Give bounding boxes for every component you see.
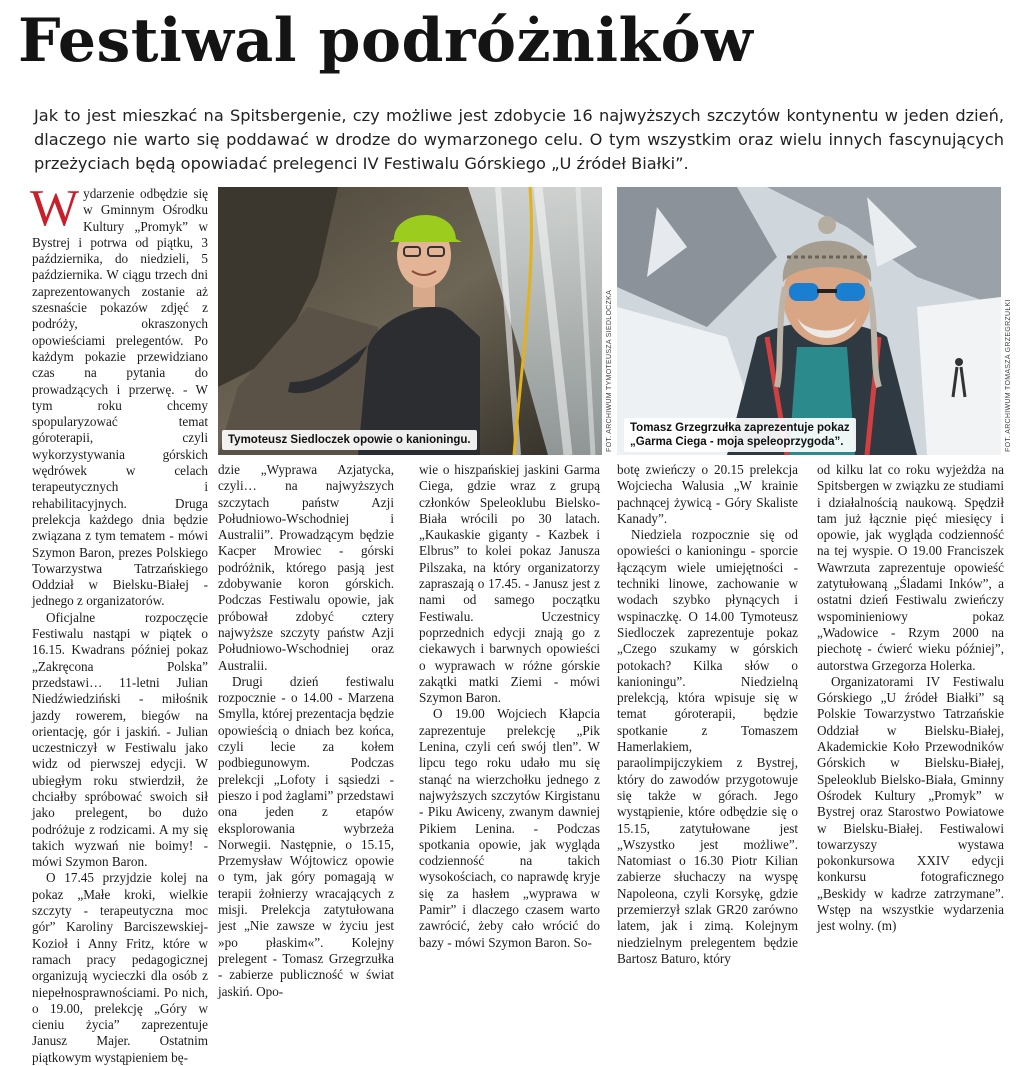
article-column-5 [817,462,1004,935]
headline: Festiwal podróżników [18,6,754,76]
photo-caption-right [624,418,856,452]
article-paragraph: Organizatorami IV Festiwalu Górskiego „U źródeł Białki” są Polskie Towarzystwo Tatrzańskie Oddział w Bielsku-Białej, Akademickie Koło Przewodników Górskich w Bielsku-Białej, Speleoklub Bielsko-Biała, Gminny Ośrodek Kultury „Promyk” w Bystrej oraz Starostwo Powiatowe w Bielsku-Białej. Festiwalowi towarzyszy wystawa pokonkursowa XXIV edycji konkursu fotograficznego „Beskidy w kadrze zatrzymane”. Wstęp na wszystkie wydarzenia jest wolny. (m) [817,673,1004,934]
photo-caption-left: Tymoteusz Siedloczek opowie o kanioningu. [222,430,477,450]
article-paragraph: Oficjalne rozpoczęcie Festiwalu nastąpi w piątek o 16.15. Kwadrans później pokaz „Zakręcona Polska” przedstawi… 11-letni Julian Niedźwiedziński - miłośnik jazdy rowerem, biegów na orientację, gór i jaskiń. - Julian uczestniczył w Festiwalu jako widz od pierwszej edycji. W ubiegłym roku stwierdził, że chciałby spróbować swoich sił jako prelegent, bo dużo podróżuje z rodzicami. A my się takich wyzwań nie boimy! - mówi Szymon Baron. [32,609,208,870]
article-paragraph: Niedziela rozpocznie się od opowieści o kanioningu - sporcie łączącym wiele umiejętności - techniki linowe, zachowanie w wodach szybko płynących i wspinaczkę. O 14.00 Tymoteusz Siedloczek zaprezentuje pokaz „Czego szukamy w górskich potokach? Kilka słów o kanioningu”. Niedzielną prelekcją, która wpisuje się w temat góroterapii, będzie spotkanie z Tomaszem Hamerlakiem, paraolimpijczykiem z Bystrej, który do zawodów przygotowuje się także w górach. Jego wystąpienie, które odbędzie się o 15.15, zatytułowane jest „Wszystko jest możliwe”. Natomiast o 16.30 Piotr Kilian zabierze słuchaczy na wyspę Napoleona, czyli Korsykę, gdzie przemierzył szlak GR20 zarówno latem, jak i zimą. Kolejnym niedzielnym prelegentem będzie Bartosz Baturo, który [617,527,798,966]
article-paragraph: O 17.45 przyjdzie kolej na pokaz „Małe kroki, wielkie szczyty - terapeutyczna moc gór” Karoliny Barciszewskiej-Kozioł i Anny Fritz, które w ramach pracy pedagogicznej organizują wycieczki dla osób z niepełnosprawnościami. Po nich, o 19.00, prelekcję „Góry w cieniu życia” zaprezentuje Janusz Majer. Ostatnim piątkowym wystąpieniem bę- [32,870,208,1065]
article-column-4 [617,462,798,967]
article-paragraph: od kilku lat co roku wyjeżdża na Spitsbergen w związku ze studiami i działalnością naukową. Spędził tam już łącznie pięć miesięcy i opowie, jak wygląda codzienność na tej wyspie. O 19.00 Franciszek Wawrzuta zaprezentuje opowieść zatytułowaną „Śladami Inków”, a ostatni dzień Festiwalu zwieńczy wspominieniowy pokaz „Wadowice - Rzym 2000 na piechotę - ćwierć wieku później”, autorstwa Grzegorza Holerka. [817,462,1004,673]
lead-paragraph: Jak to jest mieszkać na Spitsbergenie, czy możliwe jest zdobycie 16 najwyższych szczytów kontynentu w jeden dzień, dlaczego nie warto się poddawać w drodze do wymarzonego celu. O tym wszystkim oraz wielu innych fascynujących przeżyciach będą opowiadać prelegenci IV Festiwalu Górskiego „U źródeł Białki”. [34,106,1004,173]
caving-photo-illustration [617,187,1001,455]
article-column-1 [30,180,208,1066]
caption-line: Tomasz Grzegrzułka zaprezentuje pokaz [630,422,850,434]
drop-cap: W [30,180,80,237]
article-paragraph: dzie „Wyprawa Azjatycka, czyli… na najwyższych szczytach państw Azji Południowo-Wschodniej i Australii”. Prowadzącym będzie Kacper Mrowiec - górski podróżnik, którego pasją jest zdobywanie koron górskich. Podczas Festiwalu opowie, jak próbował zdobyć cztery najwyższe szczyty państw Azji Południowo-Wschodniej oraz Australii. [218,462,394,673]
article-column-2 [218,462,394,1000]
photo-canyoning [218,187,602,455]
canyoning-photo-illustration [218,187,602,455]
photo-credit-left: FOT. ARCHIWUM TYMOTEUSZA SIEDLOCZKA [606,289,613,452]
article-paragraph: O 19.00 Wojciech Kłapcia zaprezentuje prelekcję „Pik Lenina, czyli ceń swój tlen”. W lipcu tego roku udało mu się stanąć na wierzchołku jednego z najwyższych szczytów Kirgistanu - Piku Awiceny, zwanym dawniej Pikiem Lenina. - Podczas spotkania opowie, jak wygląda codzienność na takich wysokościach, co naprawdę kryje się za hasłem „wyprawa w Pamir” i dlaczego czasem warto zawrócić, żeby cało wrócić do bazy - mówi Szymon Baron. So- [419,706,600,950]
photo-caving [617,187,1001,455]
article-paragraph: wie o hiszpańskiej jaskini Garma Ciega, gdzie wraz z grupą członków Speleoklubu Bielsko-Biała wrócili po 30 latach. „Kaukaskie giganty - Kazbek i Elbrus” to kolei pokaz Janusza Pilszaka, na który organizatorzy zapraszają o 17.45. - Janusz jest z nami od samego początku Festiwalu. Uczestnicy poprzednich edycji znają go z ciekawych i barwnych opowieści o wyprawach w różne górskie zakątki matki Ziemi - mówi Szymon Baron. [419,462,600,706]
article-paragraph: Wydarzenie odbędzie się w Gminnym Ośrodku Kultury „Promyk” w Bystrej i potrwa od piątku, 3 października, do niedzieli, 5 października. W ciągu trzech dni zaprezentowanych zostanie aż szesnaście pokazów zdjęć z podróży, okraszonych opowieściami prelegentów. Po każdym pokazie przewidziano czas na pytania do prowadzących i przerwę. - W tym roku chcemy spopularyzować temat góroterapii, czyli wykorzystywania górskich wędrówek w celach terapeutycznych i rehabilitacyjnych. Druga prelekcja każdego dnia będzie związana z tym tematem - mówi Szymon Baron, prezes Polskiego Towarzystwa Tatrzańskiego Oddział w Bielsku-Białej - jednego z organizatorów. [30,180,208,609]
article-column-3 [419,462,600,951]
article-paragraph: Drugi dzień festiwalu rozpocznie - o 14.00 - Marzena Smylla, której prezentacja będzie opowieścią o dniach bez końca, czyli lecie za kołem podbiegunowym. Podczas prelekcji „Lofoty i sąsiedzi - pieszo i pod żaglami” przedstawi ona jeden z etapów eksplorowania wybrzeża Norwegii. Następnie, o 15.15, Przemysław Wójtowicz opowie o tym, jak góry pomagają w terapii żołnierzy wracających z misji. Prelekcja zatytułowana jest „Nie zawsze w życiu jest »po płaskim«”. Kolejny prelegent - Tomasz Grzegrzułka - zabierze publiczność w świat jaskiń. Opo- [218,673,394,999]
caption-line: „Garma Ciega - moja speleoprzygoda”. [630,436,844,448]
article-paragraph: botę zwieńczy o 20.15 prelekcja Wojciecha Walusia „W krainie pachnącej żywicą - Góry Skaliste Kanady”. [617,462,798,526]
photo-credit-right: FOT. ARCHIWUM TOMASZA GRZEGRZUŁKI [1005,299,1012,452]
